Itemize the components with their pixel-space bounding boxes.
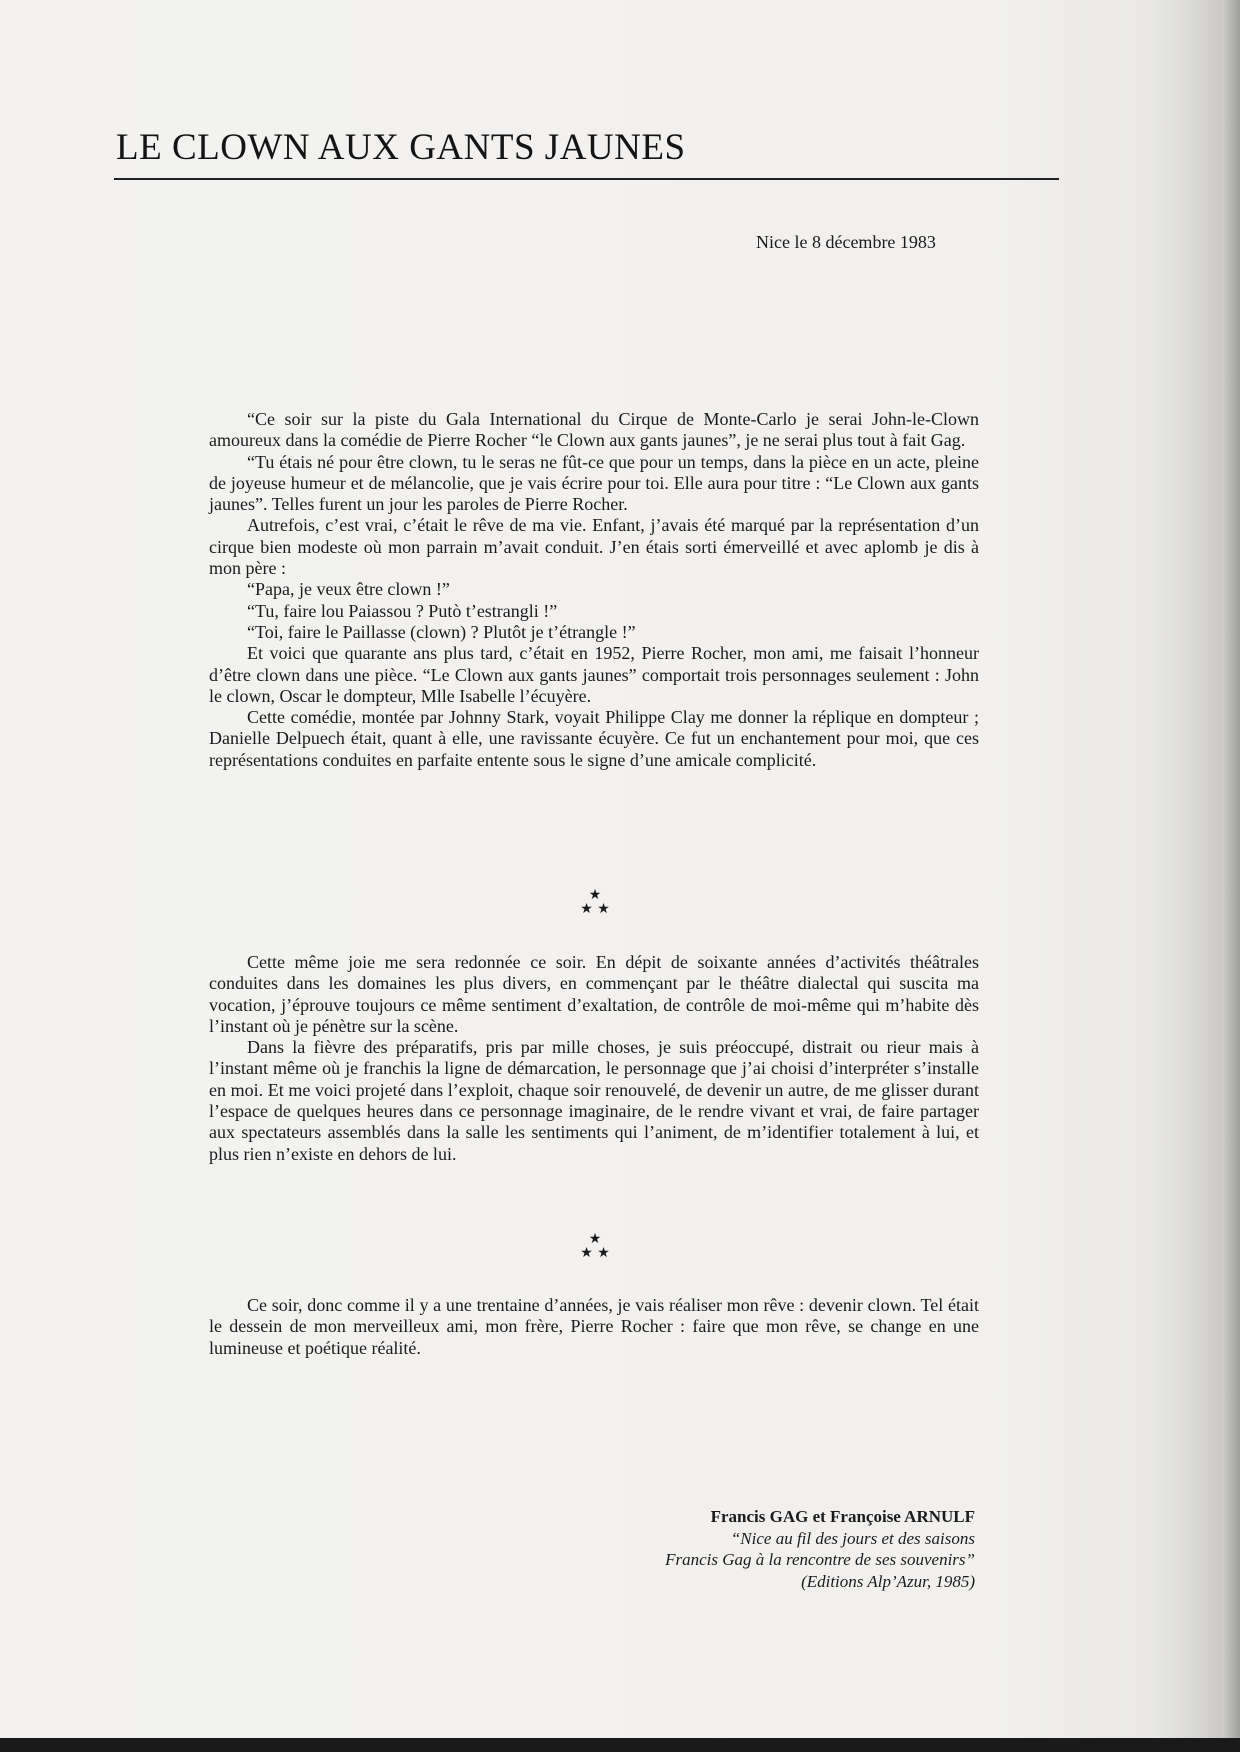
article-section-1: [209, 409, 979, 771]
scan-bottom-band: [0, 1738, 1240, 1752]
dialogue-line: “Tu, faire lou Paiassou ? Putò t’estrangli !”: [247, 600, 558, 621]
source-title-line: “Nice au fil des jours et des saisons: [730, 1528, 975, 1548]
article-section-2: [209, 952, 979, 1165]
paragraph: Ce soir, donc comme il y a une trentaine d’années, je vais réaliser mon rêve : devenir clown. Tel était le dessein de mon merveilleux ami, mon frère, Pierre Rocher : faire que mon rêve, se change en une lumineuse et poétique réalité.: [209, 1295, 979, 1358]
page-edge-shadow: [1222, 0, 1240, 1752]
paragraph: Cette même joie me sera redonnée ce soir. En dépit de soixante années d’activités théâtrales conduites dans les domaines les plus divers, en commençant par le théâtre dialectal qui suscita ma vocation, j’éprouve toujours ce même sentiment d’exaltation, de contrôle de moi-même qui m’habite dès l’instant où je pénètre sur la scène.: [209, 952, 979, 1036]
paragraph: Autrefois, c’est vrai, c’était le rêve de ma vie. Enfant, j’avais été marqué par la représentation d’un cirque bien modeste où mon parrain m’avait conduit. J’en étais sorti émerveillé et avec aplomb je dis à mon père :: [209, 515, 979, 579]
star-icon: ★: [588, 1231, 602, 1247]
dialogue-line: “Papa, je veux être clown !”: [247, 579, 450, 600]
star-icon: ★: [588, 887, 602, 903]
publisher-line: (Editions Alp’Azur, 1985): [801, 1571, 975, 1591]
paragraph: Cette comédie, montée par Johnny Stark, voyait Philippe Clay me donner la réplique en dompteur ; Danielle Delpuech était, quant à elle, une ravissante écuyère. Ce fut un enchantement pour moi, que ces représentations conduites en parfaite entente sous le signe d’une amicale complicité.: [209, 707, 979, 770]
paragraph: Dans la fièvre des préparatifs, pris par mille choses, je suis préoccupé, distrait ou rieur mais à l’instant même où je franchis la ligne de démarcation, le personnage que j’ai choisi d’interpréter s’installe en moi. Et me voici projeté dans l’exploit, chaque soir renouvelé, de devenir un autre, de me glisser durant l’espace de quelques heures dans ce personnage imaginaire, de le rendre vivant et vrai, de faire partager aux spectateurs assemblés dans la salle les sentiments qui l’animent, de m’identifier totalement à lui, et plus rien n’existe en dehors de lui.: [209, 1037, 979, 1164]
paragraph: “Tu étais né pour être clown, tu le seras ne fût-ce que pour un temps, dans la pièce en un acte, pleine de joyeuse humeur et de mélancolie, que je vais écrire pour toi. Elle aura pour titre : “Le Clown aux gants jaunes”. Telles furent un jour les paroles de Pierre Rocher.: [209, 451, 979, 515]
asterism-separator: [565, 1232, 625, 1260]
signature-block: [455, 1506, 975, 1592]
author-names: Francis GAG et Françoise ARNULF: [710, 1507, 975, 1526]
source-subtitle-line: Francis Gag à la rencontre de ses souvenirs”: [665, 1550, 975, 1569]
page-title: LE CLOWN AUX GANTS JAUNES: [116, 127, 686, 168]
title-rule: [114, 178, 1059, 180]
star-icon: ★ ★: [580, 901, 610, 917]
paragraph: Et voici que quarante ans plus tard, c’était en 1952, Pierre Rocher, mon ami, me faisait l’honneur d’être clown dans une pièce. “Le Clown aux gants jaunes” comportait trois personnages seulement : John le clown, Oscar le dompteur, Mlle Isabelle l’écuyère.: [209, 643, 979, 706]
star-icon: ★ ★: [580, 1245, 610, 1261]
date-line: Nice le 8 décembre 1983: [756, 232, 936, 252]
dialogue-line: “Toi, faire le Paillasse (clown) ? Plutôt je t’étrangle !”: [247, 621, 636, 642]
paragraph: “Ce soir sur la piste du Gala International du Cirque de Monte-Carlo je serai John-le-Clown amoureux dans la comédie de Pierre Rocher “le Clown aux gants jaunes”, je ne serai plus tout à fait Gag.: [209, 409, 979, 451]
article-section-3: [209, 1295, 979, 1359]
asterism-separator: [565, 888, 625, 916]
